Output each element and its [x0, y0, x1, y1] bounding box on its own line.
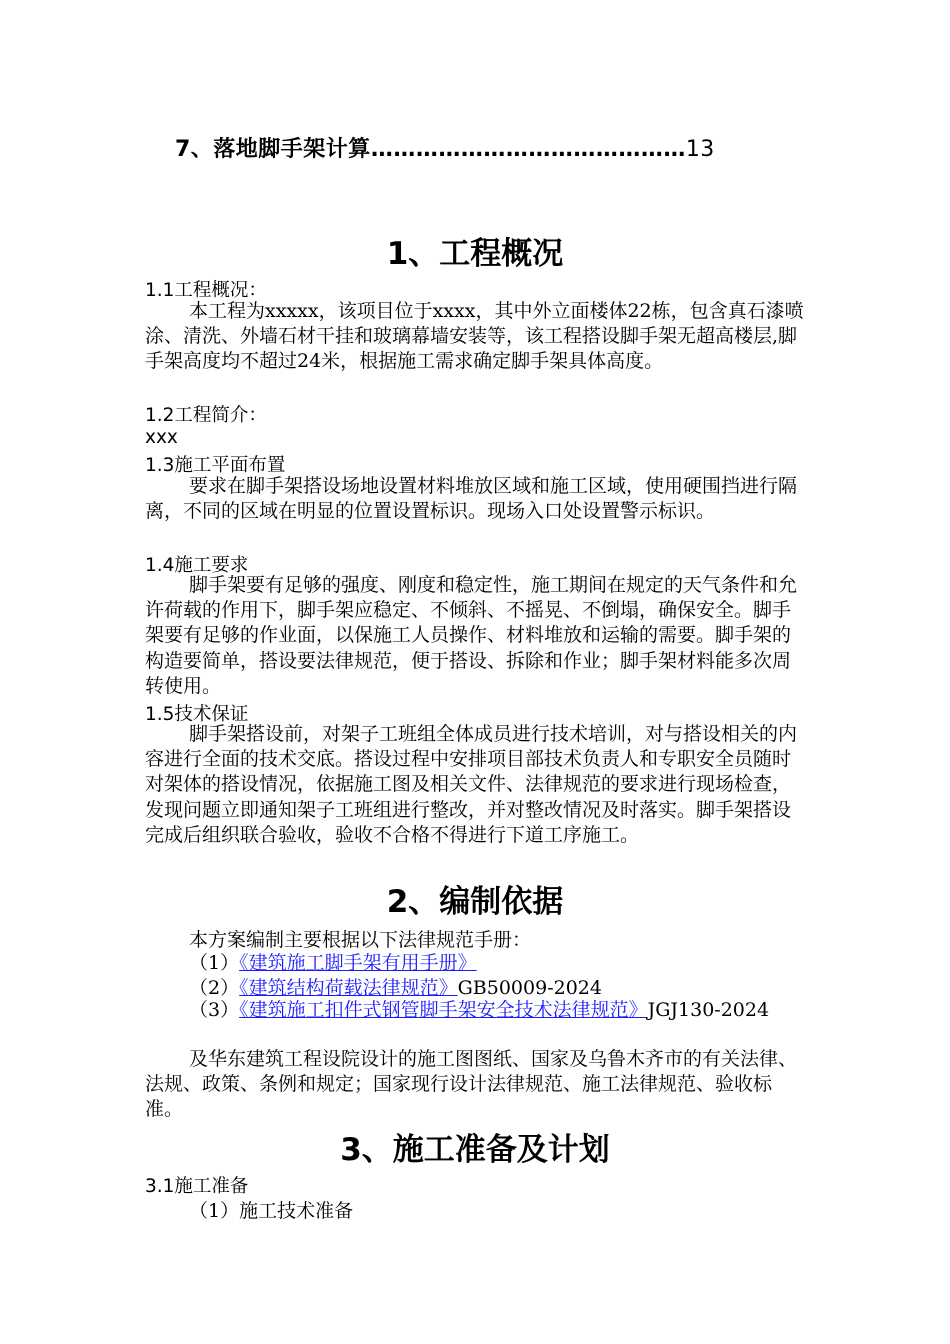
reference-1 — [189, 948, 477, 975]
paragraph-1-4 — [145, 573, 805, 699]
heading-1-2: 1.2工程简介： — [145, 405, 267, 426]
paragraph-1-5 — [145, 722, 805, 848]
paragraph-1-1-text: 本工程为xxxxx，该项目位于xxxx，其中外立面楼体22栋，包含真石漆喷涂、清洗、外墙石材干挂和玻璃幕墙安装等，该工程搭设脚手架无超高楼层,脚手架高度均不超过24米，根据施工需求确定脚手架具体高度。 — [145, 300, 804, 373]
reference-1-link[interactable]: 《建筑施工脚手架有用手册》 — [239, 952, 477, 974]
paragraph-1-4-text: 脚手架要有足够的强度、刚度和稳定性，施工期间在规定的天气条件和允许荷载的作用下，脚手架应稳定、不倾斜、不摇晃、不倒塌，确保安全。脚手架要有足够的作业面，以保施工人员操作、材料堆放和运输的需要。脚手架的构造要简单，搭设要法律规范，便于搭设、拆除和作业；脚手架材料能多次周转使用。 — [145, 574, 798, 697]
reference-2-number: （2） — [189, 977, 240, 999]
section-2-closing — [145, 1047, 805, 1123]
paragraph-1-3 — [145, 474, 805, 524]
paragraph-1-5-text: 脚手架搭设前，对架子工班组全体成员进行技术培训，对与搭设相关的内容进行全面的技术交底。搭设过程中安排项目部技术负责人和专职安全员随时对架体的搭设情况，依据施工图及相关文件、法律规范的要求进行现场检查，发现问题立即通知架子工班组进行整改，并对整改情况及时落实。脚手架搭设完成后组织联合验收，验收不合格不得进行下道工序施工。 — [145, 723, 798, 846]
section-3-1-item-1: （1）施工技术准备 — [189, 1200, 354, 1222]
section-2-title: 2、编制依据 — [386, 884, 564, 920]
heading-1-1: 1.1工程概况： — [145, 280, 267, 301]
reference-3-code: JGJ130-2024 — [647, 999, 770, 1021]
heading-1-3: 1.3施工平面布置 — [145, 455, 286, 476]
section-2-intro: 本方案编制主要根据以下法律规范手册： — [189, 929, 532, 951]
reference-3-number: （3） — [189, 999, 240, 1021]
toc-entry-title: 7、落地脚手架计算 — [175, 137, 371, 162]
heading-1-4: 1.4施工要求 — [145, 555, 249, 576]
section-1-title: 1、工程概况 — [386, 236, 564, 272]
section-2-closing-text: 及华东建筑工程设院设计的施工图图纸、国家及乌鲁木齐市的有关法律、法规、政策、条例和规定；国家现行设计法律规范、施工法律规范、验收标准。 — [145, 1048, 798, 1121]
reference-3 — [145, 998, 805, 1023]
reference-1-number: （1） — [189, 952, 240, 974]
paragraph-1-1 — [145, 299, 805, 375]
toc-page-number: 13 — [685, 137, 715, 162]
paragraph-1-3-text: 要求在脚手架搭设场地设置材料堆放区域和施工区域，使用硬围挡进行隔离，不同的区域在明显的位置设置标识。现场入口处设置警示标识。 — [145, 475, 798, 523]
reference-2 — [189, 973, 602, 1000]
paragraph-1-2-text: xxx — [145, 427, 178, 448]
reference-3-link[interactable]: 《建筑施工扣件式钢管脚手架安全技术法律规范》 — [239, 999, 648, 1021]
reference-2-link[interactable]: 《建筑结构荷载法律规范》 — [239, 977, 458, 999]
heading-3-1: 3.1施工准备 — [145, 1176, 249, 1197]
heading-1-5: 1.5技术保证 — [145, 704, 249, 725]
toc-leader-dots: …………………………………… — [370, 137, 686, 162]
toc-entry[interactable] — [175, 132, 715, 163]
section-3-title: 3、施工准备及计划 — [340, 1132, 610, 1168]
reference-2-code: GB50009-2024 — [457, 977, 602, 999]
